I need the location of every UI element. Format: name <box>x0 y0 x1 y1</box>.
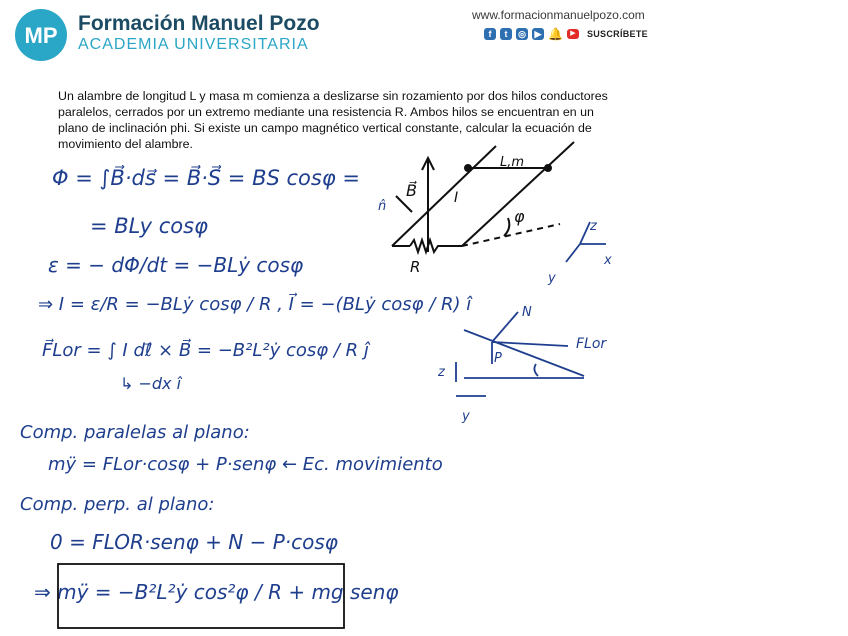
final-equation-box <box>58 564 344 628</box>
weight-label: P <box>494 351 502 366</box>
emf-equation: ε = − dΦ/dt = −BLẏ cosφ <box>48 253 304 277</box>
normal-label: n̂ <box>378 199 387 214</box>
lorentz-force-label: FLor <box>576 336 607 352</box>
problem-statement: Un alambre de longitud L y masa m comienza a deslizarse sin rozamiento por dos hilos conductores paralelos, cerrados por un extremo mediante una resistencia R. Ambos hilos se encuentran en un plano de inclinación phi. Si existe un campo magnético vertical constante, calcular la ecuación de movimiento del alambre. <box>58 89 608 151</box>
perpendicular-components-title: Comp. perp. al plano: <box>20 494 215 515</box>
bell-icon[interactable]: 🔔 <box>548 27 563 41</box>
axes-3d <box>566 222 606 262</box>
brand-title: Formación Manuel Pozo <box>78 12 320 35</box>
resistor-label: R <box>410 258 421 276</box>
flux-equation-result: = BLy cosφ <box>90 214 208 238</box>
rails-diagram <box>392 142 574 252</box>
facebook-icon[interactable]: f <box>484 28 496 40</box>
angle-label: φ <box>514 207 525 226</box>
subscribe-label[interactable]: SUSCRÍBETE <box>586 29 648 39</box>
website-link[interactable]: www.formacionmanuelpozo.com <box>472 8 645 22</box>
lorentz-equation: F⃗Lor = ∫ I dℓ⃗ × B⃗ = −B²L²ẏ cosφ / R ĵ <box>42 340 369 361</box>
wire-label: L,m <box>500 155 525 170</box>
field-label: B⃗ <box>406 181 417 200</box>
final-equation: ⇒ mÿ = −B²L²ẏ cos²φ / R + mg senφ <box>34 580 399 604</box>
youtube-play-icon[interactable]: ▶ <box>567 29 579 39</box>
flux-equation: Φ = ∫B⃗·ds⃗ = B⃗·S⃗ = BS cosφ = <box>52 166 360 190</box>
youtube-icon[interactable]: ▶ <box>532 28 544 40</box>
fbd-axis-y-label: y <box>462 409 470 424</box>
perpendicular-equation: 0 = FLOR·senφ + N − P·cosφ <box>50 530 338 554</box>
fbd-axis-z-label: z <box>438 365 445 380</box>
instagram-icon[interactable]: ◎ <box>516 28 528 40</box>
twitter-icon[interactable]: t <box>500 28 512 40</box>
current-label: I <box>454 190 459 206</box>
svg-text:MP: MP <box>24 23 58 48</box>
normal-force-label: N <box>522 305 532 320</box>
brand-subtitle: ACADEMIA UNIVERSITARIA <box>78 36 309 53</box>
parallel-components-title: Comp. paralelas al plano: <box>20 422 250 443</box>
axis-z-label: z <box>590 219 597 234</box>
motion-equation: mÿ = FLor·cosφ + P·senφ ← Ec. movimiento <box>48 454 443 475</box>
lorentz-note: ↳ −dx î <box>120 374 182 393</box>
current-equation: ⇒ I = ε/R = −BLẏ cosφ / R , I⃗ = −(BLẏ cosφ / R) î <box>38 294 472 315</box>
axis-y-label: y <box>548 271 556 286</box>
axis-x-label: x <box>604 253 612 268</box>
free-body-diagram <box>456 312 584 396</box>
